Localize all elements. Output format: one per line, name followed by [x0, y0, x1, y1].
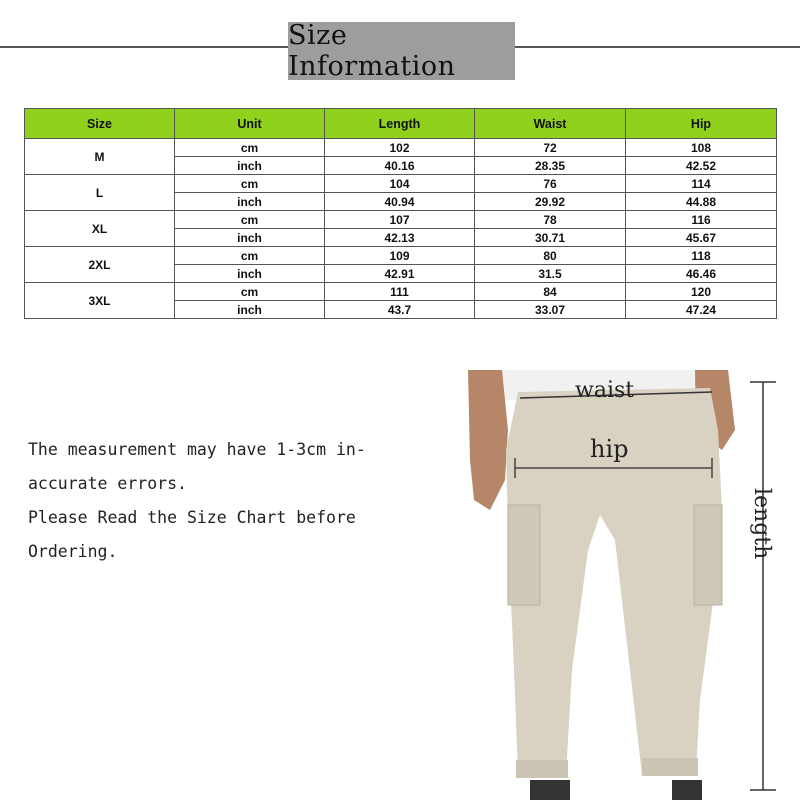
hip-cell: 120 [626, 283, 777, 301]
table-row [25, 247, 777, 265]
unit-cell: inch [175, 265, 325, 283]
length-cell: 40.16 [325, 157, 475, 175]
title-divider-right [515, 46, 800, 48]
size-table [24, 108, 777, 319]
hip-cell: 114 [626, 175, 777, 193]
note-line: The measurement may have 1-3cm in- [28, 440, 366, 459]
table-row [25, 283, 777, 301]
header-waist: Waist [475, 109, 626, 139]
title-divider-left [0, 46, 288, 48]
left-arm-shape [468, 370, 508, 510]
hip-cell: 46.46 [626, 265, 777, 283]
length-label: length [749, 488, 774, 560]
length-cell: 43.7 [325, 301, 475, 319]
right-shoe [672, 780, 702, 800]
unit-cell: inch [175, 301, 325, 319]
length-cell: 111 [325, 283, 475, 301]
length-cell: 40.94 [325, 193, 475, 211]
size-cell: 2XL [25, 247, 175, 283]
length-cell: 104 [325, 175, 475, 193]
pants-illustration [460, 370, 800, 800]
header-length: Length [325, 109, 475, 139]
hip-cell: 45.67 [626, 229, 777, 247]
size-cell: L [25, 175, 175, 211]
length-cell: 109 [325, 247, 475, 265]
length-cell: 42.91 [325, 265, 475, 283]
unit-cell: inch [175, 193, 325, 211]
title-banner [288, 22, 515, 80]
table-row [25, 139, 777, 157]
unit-cell: cm [175, 211, 325, 229]
hip-cell: 44.88 [626, 193, 777, 211]
size-cell: M [25, 139, 175, 175]
hip-cell: 47.24 [626, 301, 777, 319]
hip-label: hip [590, 435, 629, 463]
waist-label: waist [575, 378, 635, 403]
waist-cell: 84 [475, 283, 626, 301]
unit-cell: cm [175, 283, 325, 301]
waist-cell: 76 [475, 175, 626, 193]
hip-cell: 116 [626, 211, 777, 229]
note-line: Please Read the Size Chart before [28, 508, 356, 527]
note-line: accurate errors. [28, 474, 187, 493]
unit-cell: inch [175, 229, 325, 247]
left-cargo-pocket [508, 505, 540, 605]
unit-cell: cm [175, 247, 325, 265]
right-cargo-pocket [694, 505, 722, 605]
unit-cell: inch [175, 157, 325, 175]
table-body [25, 139, 777, 319]
waist-cell: 29.92 [475, 193, 626, 211]
unit-cell: cm [175, 175, 325, 193]
header-size: Size [25, 109, 175, 139]
measurement-note [28, 433, 408, 569]
table-row [25, 175, 777, 193]
hip-cell: 42.52 [626, 157, 777, 175]
size-cell: 3XL [25, 283, 175, 319]
waist-cell: 72 [475, 139, 626, 157]
waist-cell: 33.07 [475, 301, 626, 319]
header-unit: Unit [175, 109, 325, 139]
waist-cell: 31.5 [475, 265, 626, 283]
length-cell: 102 [325, 139, 475, 157]
left-cuff [516, 760, 568, 778]
table-header-row [25, 109, 777, 139]
waist-cell: 30.71 [475, 229, 626, 247]
unit-cell: cm [175, 139, 325, 157]
hip-cell: 118 [626, 247, 777, 265]
note-line: Ordering. [28, 542, 118, 561]
waist-cell: 78 [475, 211, 626, 229]
waist-cell: 80 [475, 247, 626, 265]
left-shoe [530, 780, 570, 800]
length-cell: 42.13 [325, 229, 475, 247]
header-hip: Hip [626, 109, 777, 139]
waist-cell: 28.35 [475, 157, 626, 175]
page-title: Size Information [288, 20, 456, 82]
right-cuff [642, 758, 698, 776]
table-row [25, 211, 777, 229]
size-cell: XL [25, 211, 175, 247]
hip-cell: 108 [626, 139, 777, 157]
length-cell: 107 [325, 211, 475, 229]
